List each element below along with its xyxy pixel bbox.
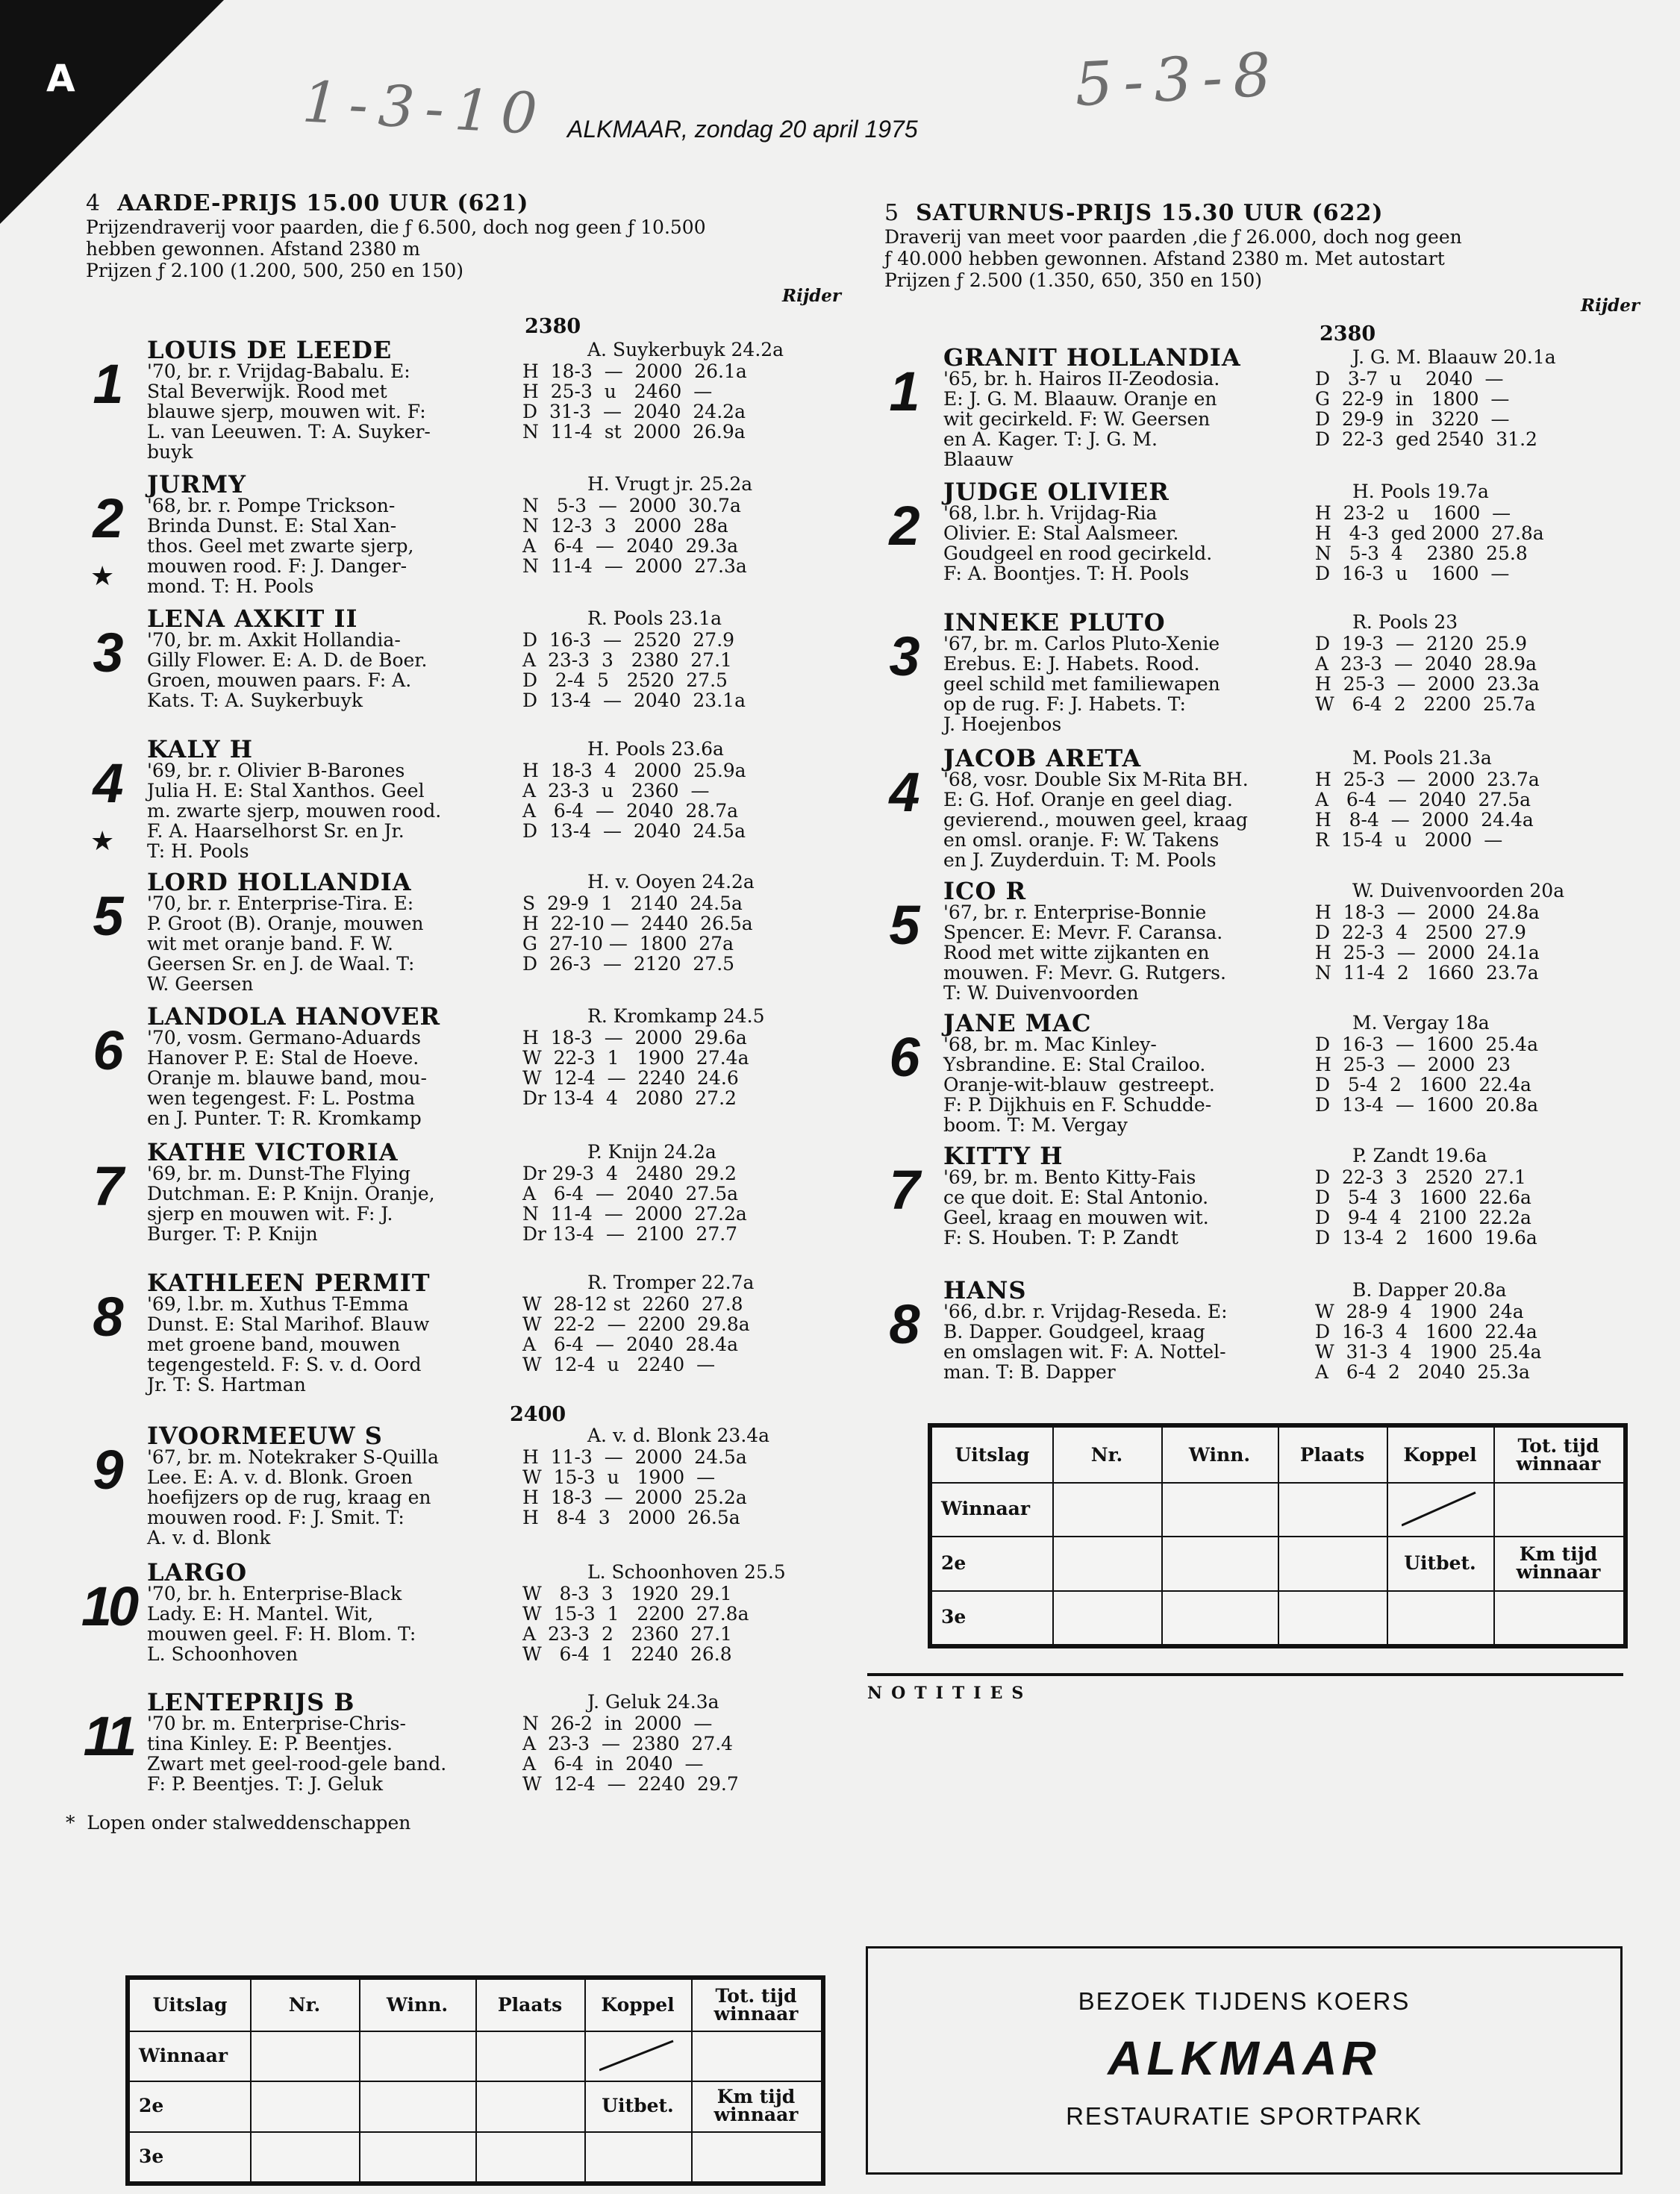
start-number: 1 (93, 353, 124, 415)
driver-record: B. Dapper 20.8a (1352, 1279, 1507, 1301)
race-4-distance-2380: 2380 (525, 315, 581, 338)
horse-entry (882, 1009, 1643, 1136)
recent-results: N 5-3 — 2000 30.7a N 12-3 3 2000 28a A 6-4 — 2040 29.3a N 11-4 — 2000 27.3a (522, 495, 747, 577)
horse-pedigree: '67, br. m. Notekraker S-Quilla Lee. E: A. v. d. Blonk. Groen hoefijzers op de rug, kraag en mouwen rood. F: J. Smit. T: A. v. d. Blonk (147, 1446, 439, 1548)
horse-entry (83, 1688, 847, 1815)
horse-name: LARGO (147, 1558, 248, 1587)
horse-pedigree: '70, br. m. Axkit Hollandia- Gilly Flower. E: A. D. de Boer. Groen, mouwen paars. F: A. Kats. T: A. Suykerbuyk (147, 629, 428, 711)
driver-record: R. Pools 23.1a (587, 607, 722, 629)
driver-record: M. Pools 21.3a (1352, 747, 1492, 769)
horse-entry (86, 336, 847, 463)
start-number: 6 (93, 1019, 124, 1081)
start-number: 4 (93, 752, 124, 814)
driver-record: A. Suykerbuyk 24.2a (587, 339, 784, 360)
row-3e: 3e (139, 2145, 164, 2167)
horse-entry (81, 1558, 847, 1685)
horse-pedigree: '70, vosm. Germano-Aduards Hanover P. E: Stal de Hoeve. Oranje m. blauwe band, mou- wen tegengest. F: L. Postma en J. Punter. T: R. Kromkamp (147, 1027, 427, 1129)
driver-record: J. G. M. Blaauw 20.1a (1352, 346, 1556, 368)
notities-label: NOTITIES (867, 1673, 1623, 1703)
start-number: 10 (81, 1575, 136, 1637)
horse-pedigree: '68, vosr. Double Six M-Rita BH. E: G. Hof. Oranje en geel diag. gevierend., mouwen geel, kraag en omsl. oranje. F: W. Takens en J. Zuyderduin. T: M. Pools (943, 769, 1249, 871)
recent-results: H 18-3 — 2000 24.8a D 22-3 4 2500 27.9 H 25-3 — 2000 24.1a N 11-4 2 1660 23.7a (1315, 901, 1540, 984)
race-4-conditions-2: hebben gewonnen. Afstand 2380 m (86, 238, 420, 260)
header-koppel: Koppel (1403, 1443, 1477, 1466)
header-tot-tijd: Tot. tijd winnaar (1516, 1434, 1601, 1475)
label-km-tijd: Km tijd winnaar (713, 2086, 799, 2125)
horse-pedigree: '66, d.br. r. Vrijdag-Reseda. E: B. Dapper. Goudgeel, kraag en omslagen wit. F: A. Nottel- man. T: B. Dapper (943, 1301, 1228, 1383)
race-5-conditions-1: Draverij van meet voor paarden ,die ƒ 26.000, doch nog geen (884, 226, 1462, 248)
recent-results: D 16-3 — 1600 25.4a H 25-3 — 2000 23 D 5-4 2 1600 22.4a D 13-4 — 1600 20.8a (1315, 1034, 1538, 1116)
start-number: 9 (93, 1439, 124, 1501)
race-4-distance-2400: 2400 (510, 1403, 566, 1426)
horse-entry (882, 877, 1643, 1004)
horse-name: JURMY (147, 470, 246, 499)
race-5-conditions-2: ƒ 40.000 hebben gewonnen. Afstand 2380 m. Met autostart (884, 248, 1445, 269)
driver-record: W. Duivenvoorden 20a (1352, 880, 1565, 901)
label-km-tijd: Km tijd winnaar (1516, 1543, 1601, 1583)
horse-name: LORD HOLLANDIA (147, 868, 412, 896)
recent-results: D 3-7 u 2040 — G 22-9 in 1800 — D 29-9 in 3220 — D 22-3 ged 2540 31.2 (1315, 368, 1537, 450)
row-winnaar: Winnaar (139, 2044, 228, 2066)
horse-name: JUDGE OLIVIER (943, 478, 1170, 506)
race-4-prizes: Prijzen ƒ 2.100 (1.200, 500, 250 en 150) (86, 260, 464, 281)
horse-pedigree: '67, br. m. Carlos Pluto-Xenie Erebus. E: J. Habets. Rood. geel schild met familiewapen op de rug. F: J. Habets. T: J. Hoejenbos (943, 633, 1220, 735)
page-header: ALKMAAR, zondag 20 april 1975 (567, 116, 918, 143)
ad-line-1: BEZOEK TIJDENS KOERS (1078, 1987, 1411, 2015)
start-number: 7 (93, 1155, 124, 1217)
race-5-distance-2380: 2380 (1320, 322, 1376, 346)
start-number: 3 (889, 625, 920, 687)
horse-name: JANE MAC (943, 1009, 1092, 1037)
row-winnaar: Winnaar (941, 1498, 1031, 1519)
start-number: 4 (889, 761, 920, 823)
handwritten-note-right: 5-3-8 (1072, 39, 1284, 120)
start-number: 11 (83, 1705, 134, 1767)
horse-name: IVOORMEEUW S (147, 1422, 383, 1450)
driver-record: A. v. d. Blonk 23.4a (587, 1425, 770, 1446)
race-4-rijder-heading: Rijder (781, 286, 841, 306)
ad-line-3: RESTAURATIE SPORTPARK (1066, 2102, 1423, 2130)
driver-record: R. Pools 23 (1352, 611, 1458, 633)
horse-pedigree: '68, l.br. h. Vrijdag-Ria Olivier. E: Stal Aalsmeer. Goudgeel en rood gecirkeld. F: A. Boontjes. T: H. Pools (943, 502, 1213, 584)
footnote: * Lopen onder stalweddenschappen (66, 1812, 411, 1834)
race-5-title: 5 SATURNUS-PRIJS 15.30 UUR (622) (884, 200, 1384, 226)
horse-name: LENA AXKIT II (147, 604, 358, 633)
race-5-prizes: Prijzen ƒ 2.500 (1.350, 650, 350 en 150) (884, 269, 1263, 291)
driver-record: H. Pools 19.7a (1352, 481, 1489, 502)
label-uitbet: Uitbet. (602, 2095, 674, 2116)
horse-name: HANS (943, 1276, 1027, 1304)
driver-record: R. Tromper 22.7a (587, 1272, 755, 1293)
header-winn: Winn. (386, 1994, 449, 2016)
recent-results: W 8-3 3 1920 29.1 W 15-3 1 2200 27.8a A 23-3 2 2360 27.1 W 6-4 1 2240 26.8 (522, 1583, 749, 1665)
horse-name: ICO R (943, 877, 1027, 905)
restaurant-advertisement (866, 1946, 1623, 2175)
start-number: 3 (93, 622, 124, 684)
driver-record: L. Schoonhoven 25.5 (587, 1561, 786, 1583)
horse-name: LENTEPRIJS B (147, 1688, 355, 1716)
horse-name: INNEKE PLUTO (943, 608, 1166, 637)
recent-results: H 18-3 — 2000 29.6a W 22-3 1 1900 27.4a W 12-4 — 2240 24.6 Dr 13-4 4 2080 27.2 (522, 1027, 749, 1109)
recent-results: H 25-3 — 2000 23.7a A 6-4 — 2040 27.5a H 8-4 — 2000 24.4a R 15-4 u 2000 — (1315, 769, 1540, 851)
recent-results: D 16-3 — 2520 27.9 A 23-3 3 2380 27.1 D 2-4 5 2520 27.5 D 13-4 — 2040 23.1a (522, 629, 746, 711)
horse-pedigree: '69, br. m. Bento Kitty-Fais ce que doit. E: Stal Antonio. Geel, kraag en mouwen wit. F: S. Houben. T: P. Zandt (943, 1166, 1209, 1248)
race-5-block (884, 200, 1640, 316)
recent-results: N 26-2 in 2000 — A 23-3 — 2380 27.4 A 6-4 in 2040 — W 12-4 — 2240 29.7 (522, 1713, 739, 1795)
horse-entry (86, 470, 847, 597)
header-plaats: Plaats (497, 1994, 563, 2016)
driver-record: H. Pools 23.6a (587, 738, 724, 760)
recent-results: W 28-12 st 2260 27.8 W 22-2 — 2200 29.8a A 6-4 — 2040 28.4a W 12-4 u 2240 — (522, 1293, 750, 1375)
horse-entry (882, 1142, 1643, 1269)
start-number: 2 (889, 495, 920, 557)
horse-name: LANDOLA HANOVER (147, 1002, 441, 1031)
horse-name: KALY H (147, 735, 254, 763)
recent-results: W 28-9 4 1900 24a D 16-3 4 1600 22.4a W 31-3 4 1900 25.4a A 6-4 2 2040 25.3a (1315, 1301, 1542, 1383)
horse-pedigree: '70, br. r. Vrijdag-Babalu. E: Stal Beverwijk. Rood met blauwe sjerp, mouwen wit. F: L. van Leeuwen. T: A. Suyker- buyk (147, 360, 431, 463)
header-plaats: Plaats (1299, 1443, 1365, 1466)
horse-entry (86, 1422, 847, 1548)
label-uitbet: Uitbet. (1404, 1551, 1476, 1574)
horse-entry (882, 744, 1643, 871)
start-number: 7 (889, 1159, 920, 1221)
start-number: 1 (889, 360, 920, 422)
driver-record: R. Kromkamp 24.5 (587, 1005, 765, 1027)
start-number: 8 (93, 1286, 124, 1348)
horse-entry (86, 1138, 847, 1265)
horse-entry (86, 868, 847, 995)
result-table-right (928, 1423, 1628, 1648)
result-table-left (125, 1975, 825, 2186)
driver-record: M. Vergay 18a (1352, 1012, 1490, 1034)
horse-name: LOUIS DE LEEDE (147, 336, 393, 364)
recent-results: H 18-3 4 2000 25.9a A 23-3 u 2360 — A 6-4 — 2040 28.7a D 13-4 — 2040 24.5a (522, 760, 746, 842)
race-4-title: 4 AARDE-PRIJS 15.00 UUR (621) (86, 190, 529, 216)
row-2e: 2e (941, 1551, 967, 1574)
header-nr: Nr. (288, 1994, 321, 2016)
start-number: 2 (93, 487, 124, 549)
start-number: 5 (93, 885, 124, 947)
horse-pedigree: '68, br. m. Mac Kinley- Ysbrandine. E: Stal Crailoo. Oranje-wit-blauw gestreept. F: P. Dijkhuis en F. Schudde- boom. T: M. Vergay (943, 1034, 1215, 1136)
horse-entry (86, 604, 847, 731)
driver-record: P. Zandt 19.6a (1352, 1145, 1487, 1166)
horse-entry (86, 735, 847, 862)
race-5-rijder-heading: Rijder (1580, 296, 1640, 316)
header-uitslag: Uitslag (955, 1443, 1030, 1466)
horse-entry (882, 1276, 1643, 1403)
ad-line-2: ALKMAAR (1108, 2031, 1381, 2085)
row-2e: 2e (139, 2095, 164, 2116)
horse-pedigree: '70 br. m. Enterprise-Chris- tina Kinley. E: P. Beentjes. Zwart met geel-rood-gele band. F: P. Beentjes. T: J. Geluk (147, 1713, 447, 1795)
horse-pedigree: '67, br. r. Enterprise-Bonnie Spencer. E: Mevr. F. Caransa. Rood met witte zijkanten en mouwen. F: Mevr. G. Rutgers. T: W. Duivenvoorden (943, 901, 1226, 1004)
driver-record: H. Vrugt jr. 25.2a (587, 473, 753, 495)
horse-entry (882, 608, 1643, 735)
recent-results: D 19-3 — 2120 25.9 A 23-3 — 2040 28.9a H 25-3 — 2000 23.3a W 6-4 2 2200 25.7a (1315, 633, 1540, 715)
header-winn: Winn. (1188, 1443, 1251, 1466)
handwritten-note-left: 1-3-10 (300, 68, 549, 148)
horse-name: KATHLEEN PERMIT (147, 1269, 431, 1297)
horse-pedigree: '69, l.br. m. Xuthus T-Emma Dunst. E: Stal Marihof. Blauw met groene band, mouwen tegengesteld. F: S. v. d. Oord Jr. T: S. Hartman (147, 1293, 430, 1396)
driver-record: J. Geluk 24.3a (587, 1691, 719, 1713)
horse-pedigree: '69, br. m. Dunst-The Flying Dutchman. E: P. Knijn. Oranje, sjerp en mouwen wit. F: J. Burger. T: P. Knijn (147, 1163, 435, 1245)
horse-name: KATHE VICTORIA (147, 1138, 399, 1166)
slash-mark (599, 2038, 676, 2073)
row-3e: 3e (941, 1606, 967, 1628)
recent-results: Dr 29-3 4 2480 29.2 A 6-4 — 2040 27.5a N 11-4 — 2000 27.2a Dr 13-4 — 2100 27.7 (522, 1163, 747, 1245)
horse-pedigree: '65, br. h. Hairos II-Zeodosia. E: J. G. M. Blaauw. Oranje en wit gecirkeld. F: W. Geersen en A. Kager. T: J. G. M. Blaauw (943, 368, 1220, 470)
slash-mark (1402, 1490, 1478, 1528)
race-4-conditions-1: Prijzendraverij voor paarden, die ƒ 6.500, doch nog geen ƒ 10.500 (86, 216, 706, 238)
header-nr: Nr. (1090, 1443, 1123, 1466)
horse-entry (882, 343, 1643, 470)
stable-bet-star-icon: ★ (90, 561, 115, 592)
horse-name: KITTY H (943, 1142, 1064, 1170)
driver-record: P. Knijn 24.2a (587, 1141, 716, 1163)
recent-results: D 22-3 3 2520 27.1 D 5-4 3 1600 22.6a D 9-4 4 2100 22.2a D 13-4 2 1600 19.6a (1315, 1166, 1537, 1248)
recent-results: H 23-2 u 1600 — H 4-3 ged 2000 27.8a N 5-3 4 2380 25.8 D 16-3 u 1600 — (1315, 502, 1544, 584)
corner-label: A (46, 57, 75, 100)
header-tot-tijd: Tot. tijd winnaar (713, 1985, 799, 2025)
horse-pedigree: '70, br. r. Enterprise-Tira. E: P. Groot (B). Oranje, mouwen wit met oranje band. F. W. Geersen Sr. en J. de Waal. T: W. Geersen (147, 893, 424, 995)
header-uitslag: Uitslag (152, 1994, 228, 2016)
start-number: 6 (889, 1026, 920, 1088)
horse-pedigree: '69, br. r. Olivier B-Barones Julia H. E: Stal Xanthos. Geel m. zwarte sjerp, mouwen rood. F. A. Haarselhorst Sr. en Jr. T: H. Pools (147, 760, 442, 862)
recent-results: H 18-3 — 2000 26.1a H 25-3 u 2460 — D 31-3 — 2040 24.2a N 11-4 st 2000 26.9a (522, 360, 747, 443)
horse-entry (86, 1269, 847, 1396)
recent-results: H 11-3 — 2000 24.5a W 15-3 u 1900 — H 18-3 — 2000 25.2a H 8-4 3 2000 26.5a (522, 1446, 747, 1528)
horse-entry (86, 1002, 847, 1129)
race-4-block (86, 190, 841, 306)
horse-entry (882, 478, 1643, 604)
driver-record: H. v. Ooyen 24.2a (587, 871, 755, 893)
header-koppel: Koppel (601, 1994, 675, 2016)
start-number: 5 (889, 894, 920, 956)
horse-pedigree: '68, br. r. Pompe Trickson- Brinda Dunst. E: Stal Xan- thos. Geel met zwarte sjerp, mouwen rood. F: J. Danger- mond. T: H. Pools (147, 495, 414, 597)
horse-name: JACOB ARETA (943, 744, 1142, 772)
start-number: 8 (889, 1293, 920, 1355)
horse-name: GRANIT HOLLANDIA (943, 343, 1241, 372)
recent-results: S 29-9 1 2140 24.5a H 22-10 — 2440 26.5a G 27-10 — 1800 27a D 26-3 — 2120 27.5 (522, 893, 753, 975)
stable-bet-star-icon: ★ (90, 826, 115, 857)
horse-pedigree: '70, br. h. Enterprise-Black Lady. E: H. Mantel. Wit, mouwen geel. F: H. Blom. T: L. Schoonhoven (147, 1583, 416, 1665)
